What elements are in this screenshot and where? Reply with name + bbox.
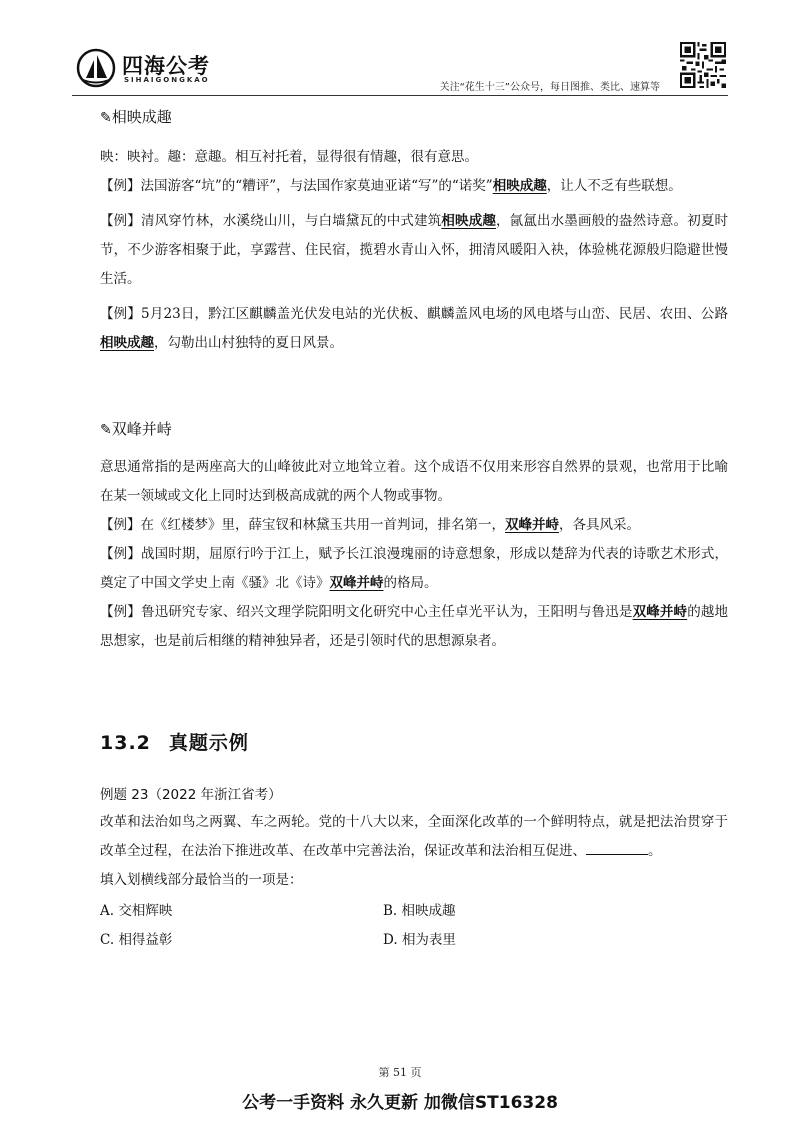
- term-definition: 意思通常指的是两座高大的山峰彼此对立地耸立着。这个成语不仅用来形容自然界的景观，也常用于比喻在某一领域或文化上同时达到极高成就的两个人物或事物。: [100, 459, 728, 504]
- term-definition: 映：映衬。趣：意趣。相互衬托着，显得很有情趣，很有意思。: [100, 149, 478, 165]
- page-header: [72, 42, 728, 92]
- section-heading: [100, 728, 728, 758]
- question-prompt: 填入划横线部分最恰当的一项是：: [100, 872, 303, 888]
- highlighted-term: 相映成趣: [441, 213, 497, 229]
- pen-icon: ✎: [100, 422, 112, 438]
- answer-blank: [586, 840, 648, 855]
- term-title: 相映成趣: [111, 108, 172, 126]
- example-paragraph: 【例】5月23日，黔江区麒麟盖光伏发电站的光伏板、麒麟盖风电场的风电塔与山峦、民居、农田、公路相映成趣，勾勒出山村独特的夏日风景。: [100, 306, 728, 351]
- question-stem: 改革和法治如鸟之两翼、车之两轮。党的十八大以来，全面深化改革的一个鲜明特点，就是把法治贯穿于改革全过程，在法治下推进改革、在改革中完善法治，保证改革和法治相互促进、 。: [100, 814, 728, 859]
- highlighted-term: 相映成趣: [492, 178, 547, 194]
- page-content: [100, 104, 728, 955]
- option-a[interactable]: A. 交相辉映: [100, 903, 173, 919]
- highlighted-term: 双峰并峙: [632, 604, 688, 620]
- page-number: 第 51 页: [378, 1066, 422, 1079]
- term-title: 双峰并峙: [111, 420, 172, 438]
- example-paragraph: 【例】法国游客“坑”的“糟评”，与法国作家莫迪亚诺“写”的“诺奖”相映成趣，让人不乏有些联想。: [100, 178, 682, 194]
- example-paragraph: 【例】清风穿竹林，水溪绕山川，与白墙黛瓦的中式建筑相映成趣，氤氲出水墨画般的盎然诗意。初夏时节，不少游客相聚于此，享露营、住民宿，揽碧水青山入怀，拥清风暖阳入袂，体验桃花源般归隐避世慢生活。: [100, 213, 729, 287]
- term-heading: [100, 104, 728, 131]
- pen-icon: ✎: [100, 110, 112, 126]
- sailboat-logo-icon: [76, 48, 116, 88]
- highlighted-term: 相映成趣: [100, 335, 154, 351]
- option-d[interactable]: D. 相为表里: [383, 932, 456, 948]
- footer-banner: 公考一手资料 永久更新 加微信ST16328: [242, 1093, 558, 1113]
- qr-code-icon: [680, 42, 726, 88]
- answer-options: [100, 897, 728, 955]
- question-heading: 例题 23（2022 年浙江省考）: [100, 787, 282, 803]
- option-b[interactable]: B. 相映成趣: [383, 903, 456, 919]
- term-heading: [100, 416, 728, 443]
- header-divider: [72, 95, 728, 96]
- brand-subtitle: SIHAIGONGKAO: [124, 76, 210, 84]
- example-paragraph: 【例】鲁迅研究专家、绍兴文理学院阳明文化研究中心主任卓光平认为，王阳明与鲁迅是双峰并峙的越地思想家，也是前后相继的精神独异者，还是引领时代的思想源泉者。: [100, 604, 729, 649]
- brand-name: 四海公考: [122, 54, 210, 78]
- header-tagline: 关注“花生十三”公众号，每日图推、类比、速算等: [439, 82, 660, 93]
- section-title: 真题示例: [168, 732, 249, 754]
- highlighted-term: 双峰并峙: [505, 517, 559, 533]
- highlighted-term: 双峰并峙: [329, 575, 384, 591]
- example-paragraph: 【例】在《红楼梦》里，薛宝钗和林黛玉共用一首判词，排名第一，双峰并峙，各具风采。: [100, 517, 640, 533]
- example-paragraph: 【例】战国时期，屈原行吟于江上，赋予长江浪漫瑰丽的诗意想象，形成以楚辞为代表的诗歌艺术形式，奠定了中国文学史上南《骚》北《诗》双峰并峙的格局。: [100, 546, 728, 591]
- option-c[interactable]: C. 相得益彰: [100, 932, 173, 948]
- section-number: 13.2: [100, 732, 151, 754]
